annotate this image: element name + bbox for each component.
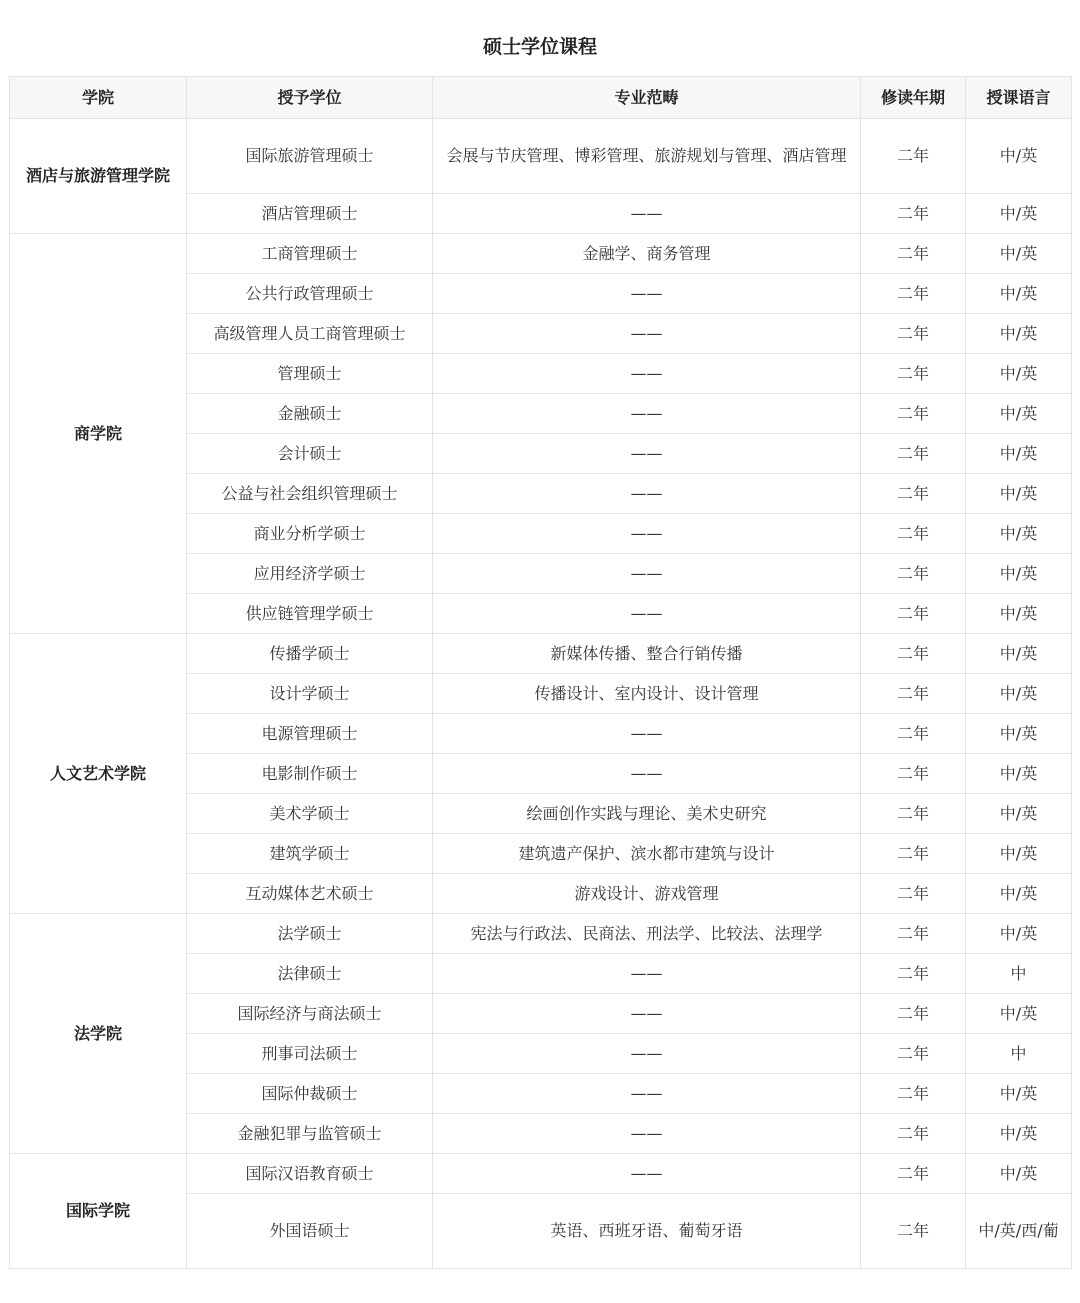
field-cell: —— [433,1154,861,1194]
language-cell: 中/英 [966,514,1072,554]
language-cell: 中/英 [966,874,1072,914]
language-cell: 中/英 [966,554,1072,594]
language-cell: 中/英 [966,434,1072,474]
field-cell: —— [433,394,861,434]
degree-cell: 设计学硕士 [187,674,433,714]
language-cell: 中/英 [966,914,1072,954]
degree-cell: 电影制作硕士 [187,754,433,794]
language-cell: 中/英 [966,1114,1072,1154]
college-cell: 人文艺术学院 [10,634,187,914]
language-cell: 中/英 [966,594,1072,634]
duration-cell: 二年 [861,674,966,714]
field-cell: 建筑遗产保护、滨水都市建筑与设计 [433,834,861,874]
duration-cell: 二年 [861,394,966,434]
language-cell: 中/英 [966,354,1072,394]
duration-cell: 二年 [861,434,966,474]
duration-cell: 二年 [861,874,966,914]
language-cell: 中/英 [966,274,1072,314]
degree-cell: 法律硕士 [187,954,433,994]
duration-cell: 二年 [861,794,966,834]
degree-cell: 国际仲裁硕士 [187,1074,433,1114]
field-cell: —— [433,714,861,754]
college-cell: 法学院 [10,914,187,1154]
degree-cell: 工商管理硕士 [187,234,433,274]
field-cell: 新媒体传播、整合行销传播 [433,634,861,674]
field-cell: 传播设计、室内设计、设计管理 [433,674,861,714]
header-duration: 修读年期 [861,77,966,119]
college-cell: 商学院 [10,234,187,634]
language-cell: 中/英 [966,474,1072,514]
degree-cell: 公共行政管理硕士 [187,274,433,314]
language-cell: 中/英 [966,634,1072,674]
field-cell: —— [433,994,861,1034]
degree-cell: 法学硕士 [187,914,433,954]
duration-cell: 二年 [861,714,966,754]
duration-cell: 二年 [861,354,966,394]
language-cell: 中/英 [966,1074,1072,1114]
duration-cell: 二年 [861,994,966,1034]
table-row [10,634,1072,674]
field-cell: —— [433,474,861,514]
language-cell: 中/英/西/葡 [966,1194,1072,1269]
duration-cell: 二年 [861,1194,966,1269]
degree-cell: 管理硕士 [187,354,433,394]
language-cell: 中/英 [966,1154,1072,1194]
table-row [10,119,1072,194]
duration-cell: 二年 [861,754,966,794]
table-row [10,234,1072,274]
duration-cell: 二年 [861,314,966,354]
duration-cell: 二年 [861,834,966,874]
field-cell: —— [433,354,861,394]
header-field: 专业范畴 [433,77,861,119]
table-header-row [10,77,1072,119]
duration-cell: 二年 [861,594,966,634]
degree-cell: 金融犯罪与监管硕士 [187,1114,433,1154]
field-cell: 会展与节庆管理、博彩管理、旅游规划与管理、酒店管理 [433,119,861,194]
field-cell: —— [433,274,861,314]
duration-cell: 二年 [861,554,966,594]
degree-cell: 国际经济与商法硕士 [187,994,433,1034]
duration-cell: 二年 [861,194,966,234]
college-cell: 国际学院 [10,1154,187,1269]
field-cell: —— [433,1074,861,1114]
field-cell: —— [433,1034,861,1074]
degree-cell: 商业分析学硕士 [187,514,433,554]
duration-cell: 二年 [861,234,966,274]
degree-cell: 刑事司法硕士 [187,1034,433,1074]
degree-cell: 应用经济学硕士 [187,554,433,594]
degree-cell: 供应链管理学硕士 [187,594,433,634]
degree-cell: 会计硕士 [187,434,433,474]
duration-cell: 二年 [861,1154,966,1194]
table-body [10,119,1072,1269]
field-cell: 英语、西班牙语、葡萄牙语 [433,1194,861,1269]
duration-cell: 二年 [861,474,966,514]
language-cell: 中/英 [966,234,1072,274]
degree-cell: 外国语硕士 [187,1194,433,1269]
duration-cell: 二年 [861,514,966,554]
duration-cell: 二年 [861,1034,966,1074]
field-cell: —— [433,754,861,794]
field-cell: 游戏设计、游戏管理 [433,874,861,914]
language-cell: 中/英 [966,194,1072,234]
degree-cell: 国际旅游管理硕士 [187,119,433,194]
field-cell: —— [433,194,861,234]
field-cell: —— [433,1114,861,1154]
duration-cell: 二年 [861,954,966,994]
field-cell: 绘画创作实践与理论、美术史研究 [433,794,861,834]
language-cell: 中/英 [966,119,1072,194]
language-cell: 中/英 [966,394,1072,434]
language-cell: 中/英 [966,314,1072,354]
degree-cell: 建筑学硕士 [187,834,433,874]
field-cell: —— [433,954,861,994]
duration-cell: 二年 [861,274,966,314]
table-row [10,914,1072,954]
degree-cell: 金融硕士 [187,394,433,434]
language-cell: 中/英 [966,994,1072,1034]
field-cell: —— [433,434,861,474]
field-cell: —— [433,514,861,554]
language-cell: 中/英 [966,674,1072,714]
duration-cell: 二年 [861,914,966,954]
college-cell: 酒店与旅游管理学院 [10,119,187,234]
degree-table [9,76,1072,1269]
field-cell: 宪法与行政法、民商法、刑法学、比较法、法理学 [433,914,861,954]
degree-cell: 互动媒体艺术硕士 [187,874,433,914]
duration-cell: 二年 [861,1114,966,1154]
language-cell: 中/英 [966,754,1072,794]
degree-cell: 美术学硕士 [187,794,433,834]
language-cell: 中 [966,1034,1072,1074]
degree-cell: 高级管理人员工商管理硕士 [187,314,433,354]
degree-cell: 电源管理硕士 [187,714,433,754]
duration-cell: 二年 [861,634,966,674]
page-title: 硕士学位课程 [482,36,597,58]
language-cell: 中 [966,954,1072,994]
degree-cell: 公益与社会组织管理硕士 [187,474,433,514]
language-cell: 中/英 [966,794,1072,834]
field-cell: —— [433,554,861,594]
field-cell: —— [433,594,861,634]
header-degree: 授予学位 [187,77,433,119]
duration-cell: 二年 [861,119,966,194]
field-cell: 金融学、商务管理 [433,234,861,274]
field-cell: —— [433,314,861,354]
table-row [10,1154,1072,1194]
degree-cell: 国际汉语教育硕士 [187,1154,433,1194]
header-college: 学院 [10,77,187,119]
language-cell: 中/英 [966,834,1072,874]
duration-cell: 二年 [861,1074,966,1114]
degree-cell: 酒店管理硕士 [187,194,433,234]
header-language: 授课语言 [966,77,1072,119]
language-cell: 中/英 [966,714,1072,754]
degree-cell: 传播学硕士 [187,634,433,674]
